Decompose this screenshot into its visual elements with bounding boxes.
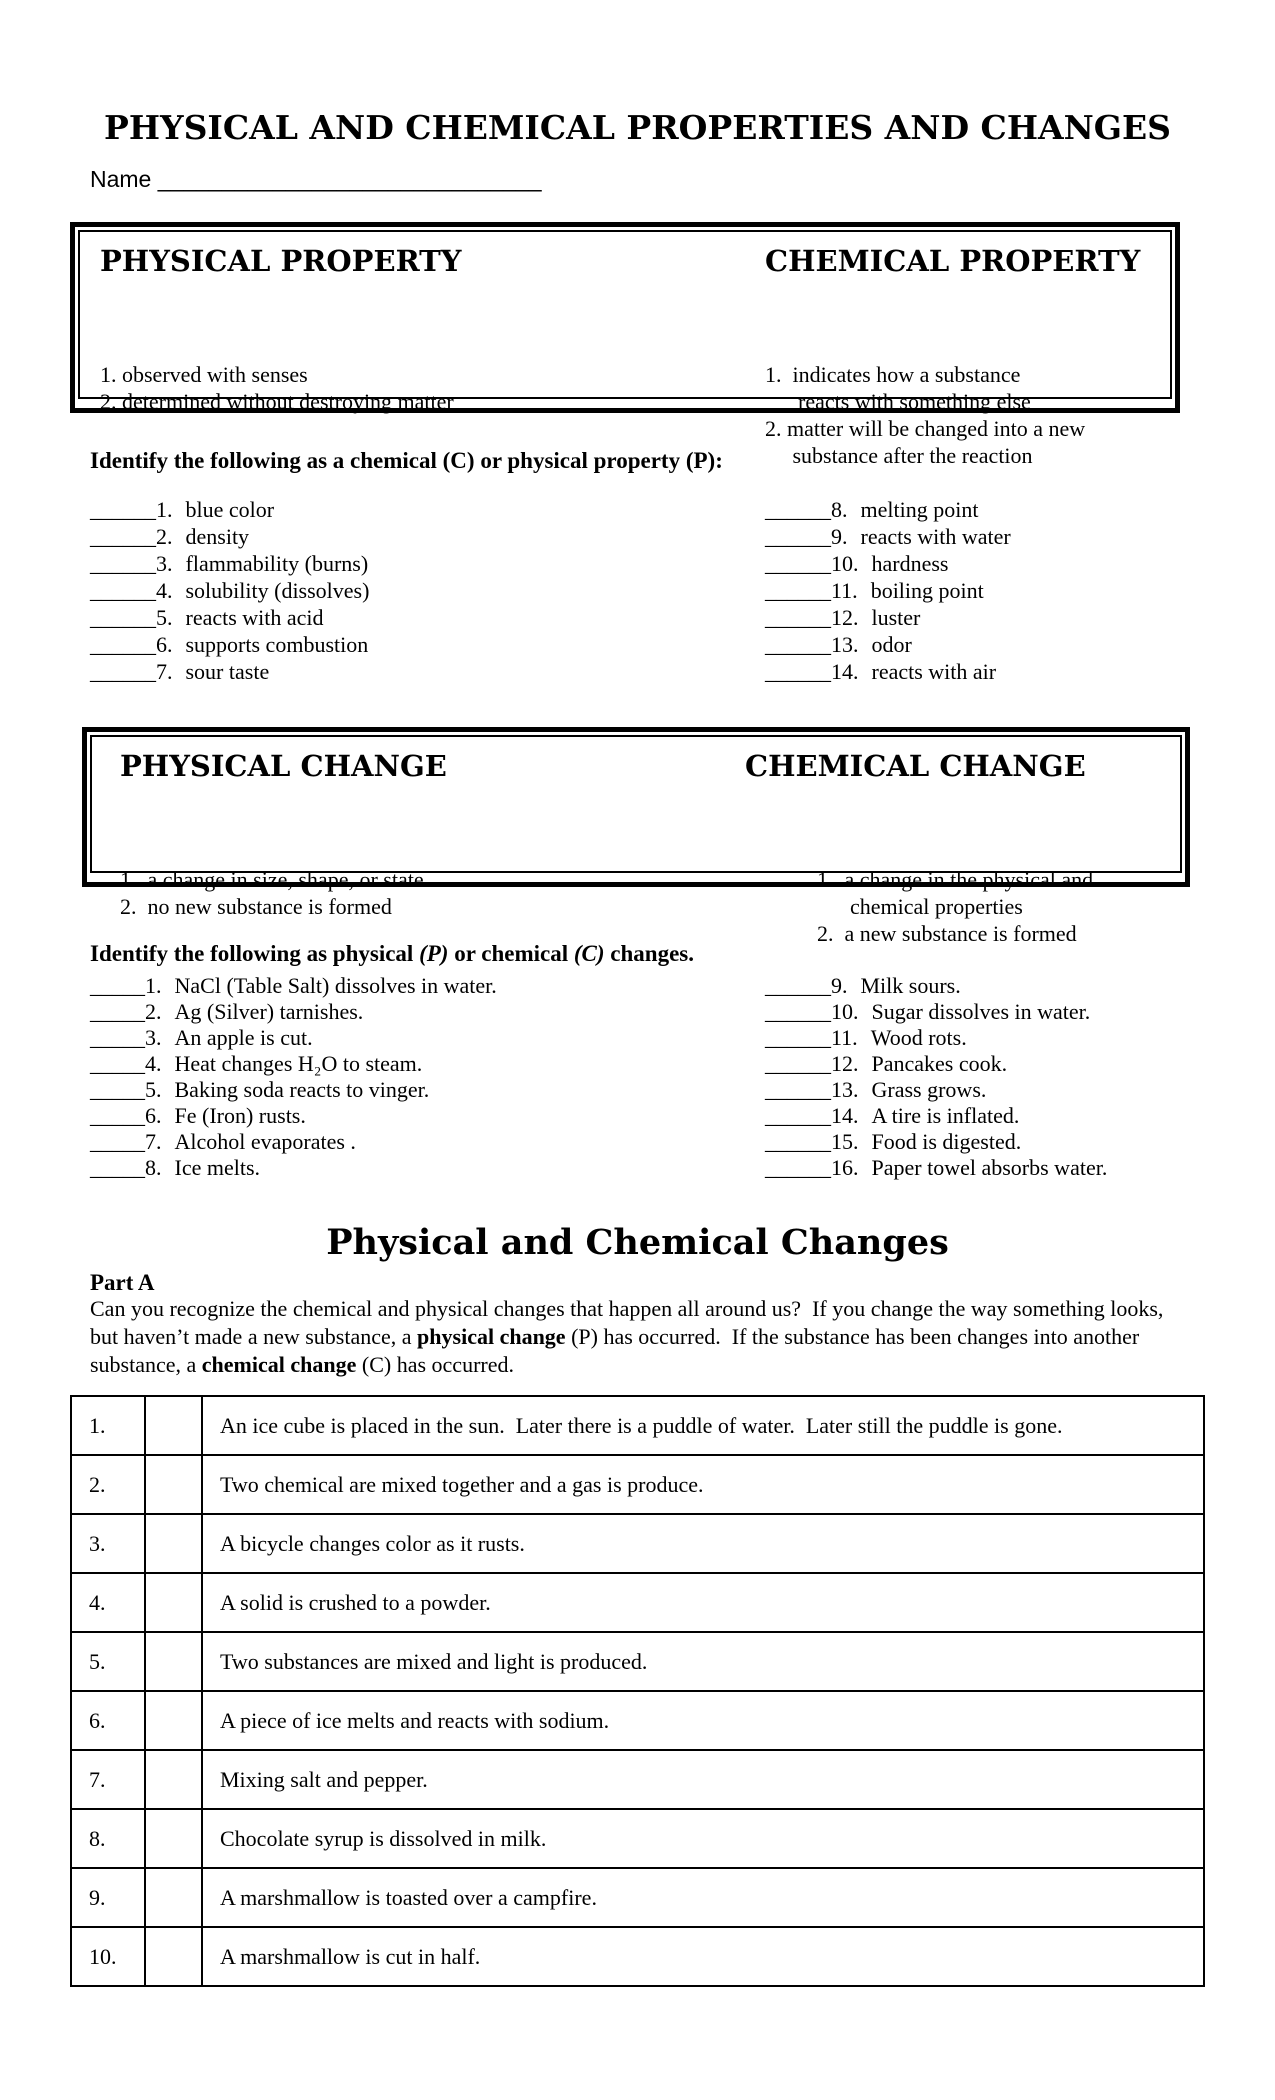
answer-cell bbox=[145, 1514, 202, 1573]
question-number: 6. bbox=[156, 632, 173, 657]
answer-blank: ______ bbox=[90, 659, 156, 684]
answer-blank: ______ bbox=[765, 551, 831, 576]
answer-blank: ______ bbox=[90, 632, 156, 657]
heading-text: or chemical bbox=[448, 941, 574, 966]
answer-blank: _____ bbox=[90, 973, 145, 998]
changes-list-left bbox=[90, 973, 497, 1181]
chemical-property-items bbox=[765, 280, 1156, 469]
question-text: odor bbox=[871, 632, 912, 657]
question-number: 14. bbox=[831, 659, 859, 684]
classification-table bbox=[70, 1395, 1205, 1987]
question-item bbox=[765, 577, 1011, 604]
question-text: Sugar dissolves in water. bbox=[871, 999, 1091, 1024]
question-number: 3. bbox=[145, 1025, 162, 1050]
question-item bbox=[90, 1155, 497, 1181]
answer-blank: _____ bbox=[90, 1077, 145, 1102]
question-number: 11. bbox=[831, 1025, 858, 1050]
answer-blank: _____ bbox=[90, 999, 145, 1024]
physical-property-column bbox=[100, 244, 765, 469]
answer-blank: ______ bbox=[765, 497, 831, 522]
question-item bbox=[765, 1155, 1107, 1181]
answer-blank: _____ bbox=[90, 1129, 145, 1154]
changes-definition-box-inner bbox=[90, 735, 1182, 946]
question-number: 2. bbox=[145, 999, 162, 1024]
question-text: A tire is inflated. bbox=[871, 1103, 1020, 1128]
p-marker: (P) bbox=[419, 941, 449, 966]
properties-list-right bbox=[765, 496, 1011, 685]
question-text: Baking soda reacts to vinger. bbox=[174, 1077, 430, 1102]
paragraph-text: (C) has occurred. bbox=[356, 1352, 514, 1377]
classification-table-body bbox=[71, 1396, 1204, 1986]
question-item bbox=[90, 658, 369, 685]
physical-property-heading: PHYSICAL PROPERTY bbox=[100, 244, 462, 278]
question-text: reacts with air bbox=[871, 659, 997, 684]
answer-blank: ______ bbox=[765, 659, 831, 684]
heading-text: changes. bbox=[604, 941, 694, 966]
question-text: Fe (Iron) rusts. bbox=[174, 1103, 306, 1128]
question-number: 13. bbox=[831, 632, 859, 657]
answer-cell bbox=[145, 1868, 202, 1927]
row-number-cell: 10. bbox=[71, 1927, 145, 1986]
question-number: 14. bbox=[831, 1103, 859, 1128]
changes-definition-box bbox=[82, 727, 1190, 946]
question-item bbox=[765, 1025, 1107, 1051]
question-item bbox=[765, 1077, 1107, 1103]
question-text: Milk sours. bbox=[860, 973, 961, 998]
question-text: supports combustion bbox=[185, 632, 369, 657]
question-number: 5. bbox=[145, 1077, 162, 1102]
question-number: 8. bbox=[145, 1155, 162, 1180]
question-number: 7. bbox=[156, 659, 173, 684]
question-number: 16. bbox=[831, 1155, 859, 1180]
physical-property-items bbox=[100, 280, 765, 415]
question-item bbox=[765, 999, 1107, 1025]
question-text: hardness bbox=[871, 551, 949, 576]
identify-properties-heading: Identify the following as a chemical (C) or physical property (P): bbox=[90, 448, 723, 473]
question-item bbox=[90, 973, 497, 999]
question-text: blue color bbox=[185, 497, 275, 522]
description-cell: A solid is crushed to a powder. bbox=[202, 1573, 1204, 1632]
definition-item: 1. a change in size, shape, or state bbox=[120, 867, 424, 892]
table-row bbox=[71, 1514, 1204, 1573]
question-item bbox=[765, 631, 1011, 658]
row-number-cell: 7. bbox=[71, 1750, 145, 1809]
changes-list-right bbox=[765, 973, 1107, 1181]
question-text: Heat changes H₂O to steam. bbox=[174, 1051, 423, 1076]
bold-term-chemical-change: chemical change bbox=[201, 1352, 357, 1377]
question-number: 2. bbox=[156, 524, 173, 549]
answer-blank: ______ bbox=[765, 999, 831, 1024]
definition-item: 1. indicates how a substance reacts with something else bbox=[765, 362, 1031, 414]
question-number: 7. bbox=[145, 1129, 162, 1154]
table-row bbox=[71, 1868, 1204, 1927]
table-row bbox=[71, 1632, 1204, 1691]
description-cell: Chocolate syrup is dissolved in milk. bbox=[202, 1809, 1204, 1868]
question-text: sour taste bbox=[185, 659, 270, 684]
answer-blank: ______ bbox=[765, 1077, 831, 1102]
question-text: Grass grows. bbox=[871, 1077, 987, 1102]
question-text: solubility (dissolves) bbox=[185, 578, 370, 603]
table-row bbox=[71, 1573, 1204, 1632]
question-text: Pancakes cook. bbox=[871, 1051, 1008, 1076]
physical-change-heading: PHYSICAL CHANGE bbox=[120, 749, 447, 783]
question-number: 3. bbox=[156, 551, 173, 576]
table-row bbox=[71, 1750, 1204, 1809]
description-cell: Two substances are mixed and light is produced. bbox=[202, 1632, 1204, 1691]
row-number-cell: 6. bbox=[71, 1691, 145, 1750]
answer-cell bbox=[145, 1573, 202, 1632]
identify-changes-heading bbox=[90, 941, 694, 967]
definition-item: 2. a new substance is formed bbox=[817, 921, 1077, 946]
answer-cell bbox=[145, 1396, 202, 1455]
question-item bbox=[765, 604, 1011, 631]
definition-item: 1. observed with senses bbox=[100, 362, 308, 387]
answer-blank: ______ bbox=[765, 524, 831, 549]
bold-term-physical-change: physical change bbox=[417, 1324, 566, 1349]
answer-cell bbox=[145, 1750, 202, 1809]
definition-item: 2. determined without destroying matter bbox=[100, 389, 454, 414]
question-number: 12. bbox=[831, 1051, 859, 1076]
answer-blank: ______ bbox=[765, 1155, 831, 1180]
question-item bbox=[90, 523, 369, 550]
question-number: 11. bbox=[831, 578, 858, 603]
name-blank-line: ______________________________ bbox=[157, 166, 542, 192]
question-number: 4. bbox=[145, 1051, 162, 1076]
question-item bbox=[765, 1051, 1107, 1077]
chemical-property-heading: CHEMICAL PROPERTY bbox=[765, 244, 1141, 278]
paragraph-text: (P) has occurred. If the substance has been changes into another substance, a bbox=[90, 1324, 1145, 1377]
table-row bbox=[71, 1809, 1204, 1868]
question-number: 10. bbox=[831, 551, 859, 576]
question-text: flammability (burns) bbox=[185, 551, 369, 576]
chemical-property-column bbox=[765, 244, 1156, 469]
question-number: 10. bbox=[831, 999, 859, 1024]
definition-item: 2. matter will be changed into a new substance after the reaction bbox=[765, 416, 1086, 468]
answer-blank: ______ bbox=[90, 578, 156, 603]
table-row bbox=[71, 1455, 1204, 1514]
question-item bbox=[765, 1129, 1107, 1155]
answer-blank: ______ bbox=[765, 1129, 831, 1154]
row-number-cell: 2. bbox=[71, 1455, 145, 1514]
row-number-cell: 3. bbox=[71, 1514, 145, 1573]
answer-cell bbox=[145, 1927, 202, 1986]
question-text: Ag (Silver) tarnishes. bbox=[174, 999, 364, 1024]
question-text: reacts with water bbox=[860, 524, 1011, 549]
table-row bbox=[71, 1396, 1204, 1455]
question-text: Paper towel absorbs water. bbox=[871, 1155, 1108, 1180]
chemical-change-column bbox=[745, 749, 1166, 947]
question-number: 4. bbox=[156, 578, 173, 603]
answer-blank: ______ bbox=[90, 551, 156, 576]
question-number: 9. bbox=[831, 524, 848, 549]
table-row bbox=[71, 1691, 1204, 1750]
page-title: PHYSICAL AND CHEMICAL PROPERTIES AND CHANGES bbox=[104, 108, 1171, 147]
definition-item: 2. no new substance is formed bbox=[120, 894, 392, 919]
question-text: Food is digested. bbox=[871, 1129, 1022, 1154]
question-text: NaCl (Table Salt) dissolves in water. bbox=[174, 973, 497, 998]
description-cell: Mixing salt and pepper. bbox=[202, 1750, 1204, 1809]
question-text: reacts with acid bbox=[185, 605, 324, 630]
question-item bbox=[90, 577, 369, 604]
question-number: 6. bbox=[145, 1103, 162, 1128]
description-cell: A piece of ice melts and reacts with sodium. bbox=[202, 1691, 1204, 1750]
answer-cell bbox=[145, 1632, 202, 1691]
answer-cell bbox=[145, 1455, 202, 1514]
answer-blank: _____ bbox=[90, 1025, 145, 1050]
chemical-change-heading: CHEMICAL CHANGE bbox=[745, 749, 1086, 783]
section-title: Physical and Chemical Changes bbox=[326, 1222, 949, 1263]
answer-blank: ______ bbox=[765, 1103, 831, 1128]
answer-blank: ______ bbox=[765, 605, 831, 630]
chemical-change-items bbox=[745, 785, 1166, 947]
table-row bbox=[71, 1927, 1204, 1986]
answer-blank: ______ bbox=[90, 524, 156, 549]
question-item bbox=[90, 1051, 497, 1077]
properties-list-left bbox=[90, 496, 369, 685]
question-text: Ice melts. bbox=[174, 1155, 261, 1180]
name-row bbox=[90, 166, 542, 193]
answer-blank: _____ bbox=[90, 1051, 145, 1076]
answer-blank: _____ bbox=[90, 1103, 145, 1128]
name-label: Name bbox=[90, 166, 152, 192]
question-item bbox=[90, 1103, 497, 1129]
description-cell: A marshmallow is toasted over a campfire. bbox=[202, 1868, 1204, 1927]
question-item bbox=[765, 1103, 1107, 1129]
answer-blank: ______ bbox=[90, 605, 156, 630]
answer-blank: ______ bbox=[765, 1051, 831, 1076]
question-item bbox=[765, 550, 1011, 577]
question-text: Alcohol evaporates . bbox=[174, 1129, 356, 1154]
physical-change-items bbox=[120, 785, 745, 920]
answer-blank: ______ bbox=[765, 632, 831, 657]
answer-blank: _____ bbox=[90, 1155, 145, 1180]
definition-item: 1. a change in the physical and chemical properties bbox=[817, 867, 1094, 919]
paragraph-text: Can you recognize the chemical and physical changes that happen all around us? If you change the way something looks, but haven’t made a new substance, a bbox=[90, 1296, 1169, 1349]
question-number: 5. bbox=[156, 605, 173, 630]
answer-cell bbox=[145, 1809, 202, 1868]
question-item bbox=[90, 1129, 497, 1155]
question-text: density bbox=[185, 524, 250, 549]
part-a-label: Part A bbox=[90, 1270, 155, 1295]
question-item bbox=[90, 604, 369, 631]
question-item bbox=[90, 1077, 497, 1103]
physical-change-column bbox=[120, 749, 745, 947]
answer-blank: ______ bbox=[765, 1025, 831, 1050]
question-item bbox=[90, 1025, 497, 1051]
answer-blank: ______ bbox=[765, 973, 831, 998]
intro-paragraph bbox=[90, 1295, 1168, 1379]
question-item bbox=[90, 631, 369, 658]
question-item bbox=[765, 523, 1011, 550]
question-number: 12. bbox=[831, 605, 859, 630]
question-item bbox=[765, 658, 1011, 685]
question-item bbox=[90, 550, 369, 577]
answer-cell bbox=[145, 1691, 202, 1750]
question-number: 9. bbox=[831, 973, 848, 998]
row-number-cell: 8. bbox=[71, 1809, 145, 1868]
row-number-cell: 9. bbox=[71, 1868, 145, 1927]
question-text: Wood rots. bbox=[870, 1025, 967, 1050]
question-text: An apple is cut. bbox=[174, 1025, 313, 1050]
c-marker: (C) bbox=[573, 941, 605, 966]
description-cell: Two chemical are mixed together and a gas is produce. bbox=[202, 1455, 1204, 1514]
question-number: 15. bbox=[831, 1129, 859, 1154]
row-number-cell: 5. bbox=[71, 1632, 145, 1691]
answer-blank: ______ bbox=[765, 578, 831, 603]
question-text: boiling point bbox=[870, 578, 984, 603]
question-item bbox=[765, 496, 1011, 523]
question-item bbox=[765, 973, 1107, 999]
row-number-cell: 4. bbox=[71, 1573, 145, 1632]
question-number: 13. bbox=[831, 1077, 859, 1102]
question-number: 8. bbox=[831, 497, 848, 522]
row-number-cell: 1. bbox=[71, 1396, 145, 1455]
answer-blank: ______ bbox=[90, 497, 156, 522]
description-cell: A marshmallow is cut in half. bbox=[202, 1927, 1204, 1986]
description-cell: An ice cube is placed in the sun. Later there is a puddle of water. Later still the puddle is gone. bbox=[202, 1396, 1204, 1455]
question-number: 1. bbox=[145, 973, 162, 998]
question-number: 1. bbox=[156, 497, 173, 522]
heading-text: Identify the following as physical bbox=[90, 941, 420, 966]
question-text: melting point bbox=[860, 497, 979, 522]
question-text: luster bbox=[871, 605, 921, 630]
question-item bbox=[90, 999, 497, 1025]
description-cell: A bicycle changes color as it rusts. bbox=[202, 1514, 1204, 1573]
question-item bbox=[90, 496, 369, 523]
